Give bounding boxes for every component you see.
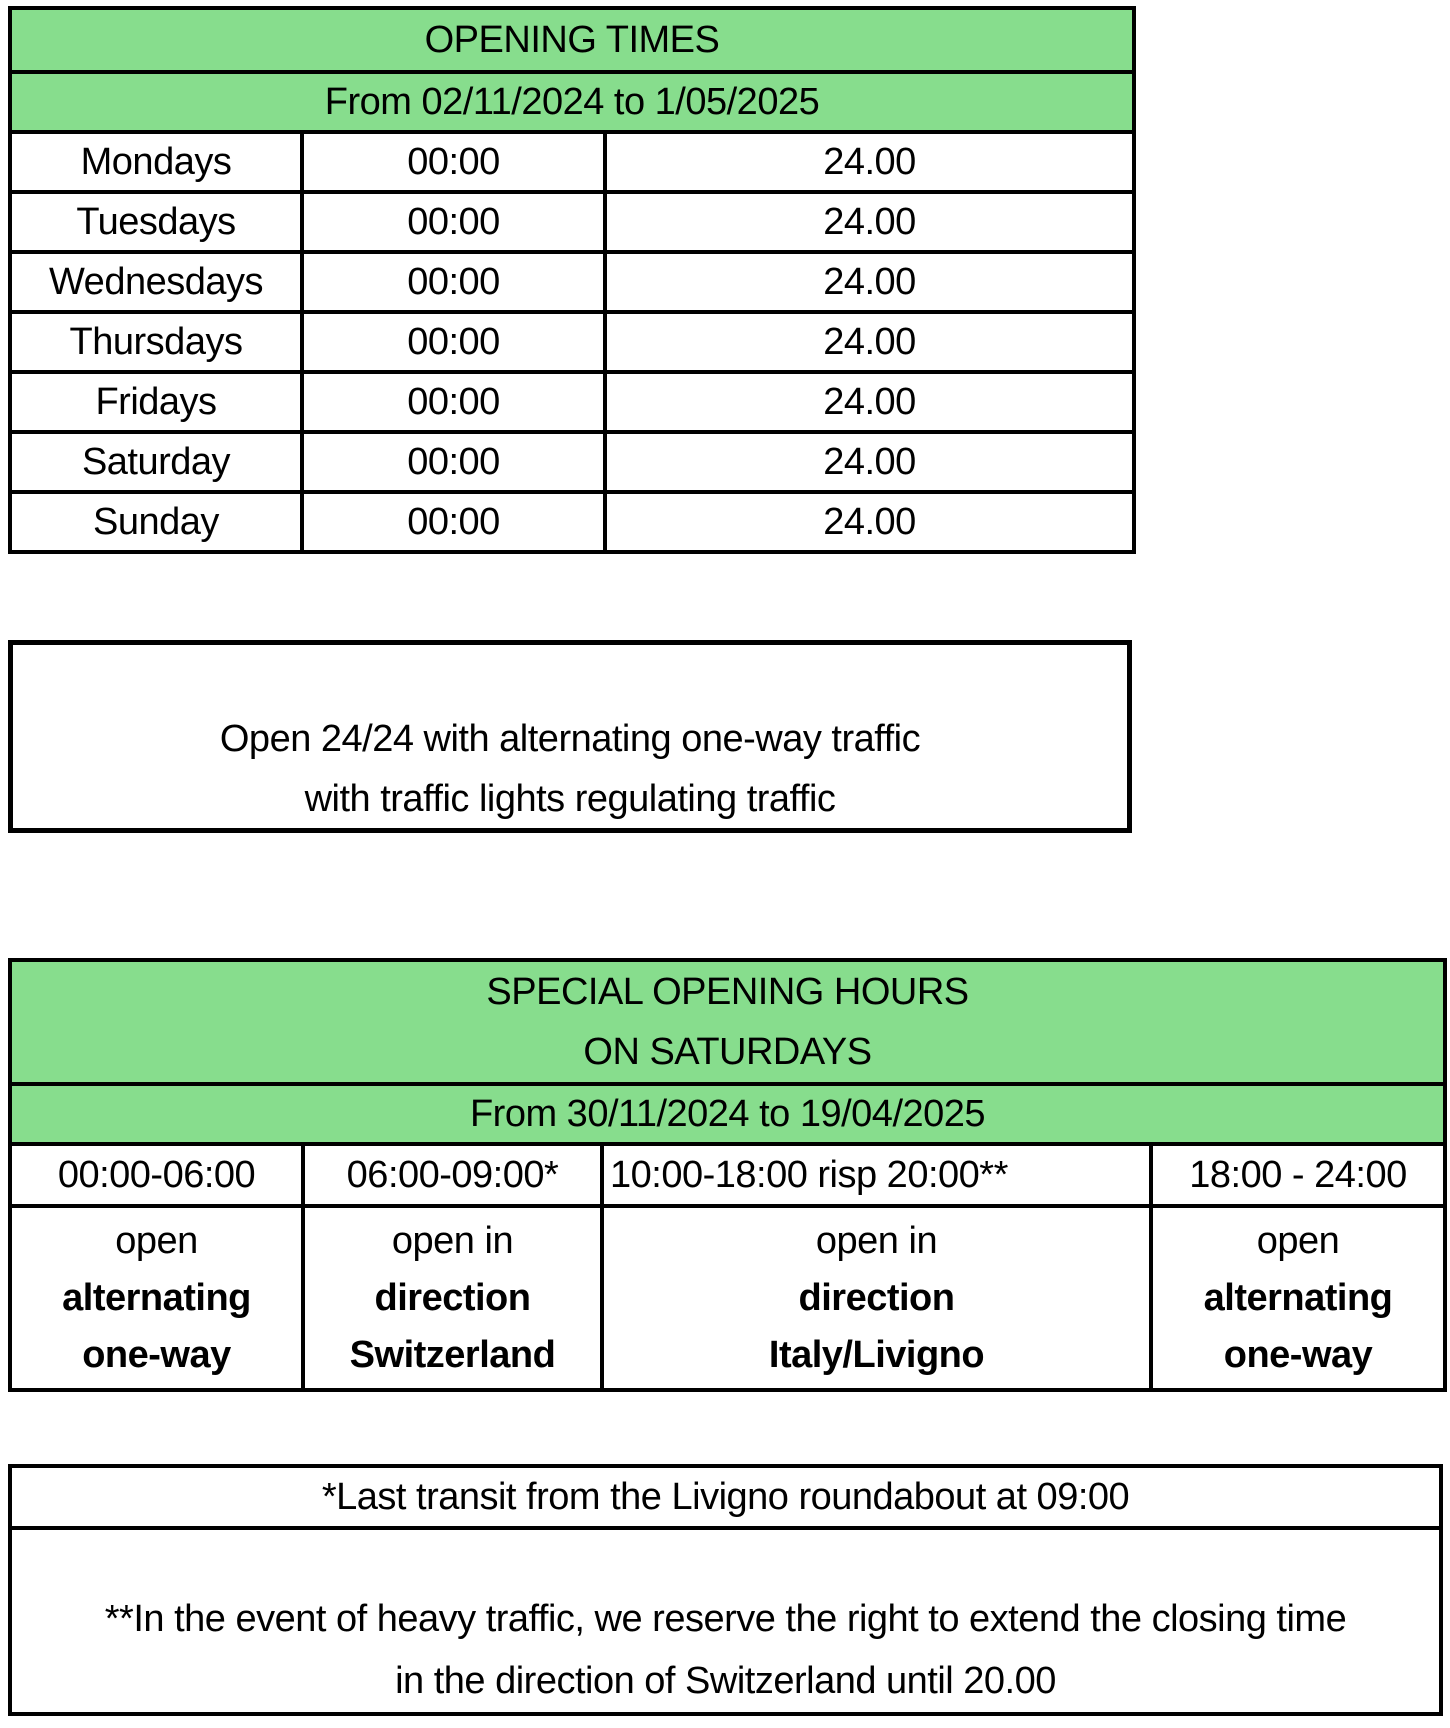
special-hours-title: [10, 960, 1445, 1084]
close-time-cell: 24.00: [605, 132, 1134, 192]
slot-status-row: [10, 1206, 1445, 1390]
footnote-heavy-traffic-line-1: **In the event of heavy traffic, we reserve the right to extend the closing time: [104, 1598, 1347, 1640]
info-line-1: Open 24/24 with alternating one-way traffic: [219, 718, 921, 760]
day-cell: Fridays: [10, 372, 302, 432]
slot-status-line: alternating: [62, 1276, 251, 1319]
special-hours-title-line-2: ON SATURDAYS: [583, 1031, 872, 1073]
slot-status-line: alternating: [1203, 1276, 1393, 1319]
table-row: [10, 312, 1134, 372]
special-hours-title-row: [10, 960, 1445, 1084]
open-time-cell: 00:00: [302, 132, 605, 192]
close-time-cell: 24.00: [605, 372, 1134, 432]
footnotes-table: [8, 1464, 1443, 1716]
special-hours-title-line-1: SPECIAL OPENING HOURS: [486, 971, 969, 1013]
table-row: [10, 192, 1134, 252]
footnote-heavy-traffic: [10, 1528, 1441, 1714]
table-row: [10, 372, 1134, 432]
table-row: [10, 252, 1134, 312]
slot-status-line: one-way: [82, 1333, 231, 1376]
slot-status-line: direction: [798, 1276, 955, 1319]
time-slot-header: 06:00-09:00*: [303, 1144, 602, 1206]
slot-status-line: open: [115, 1219, 198, 1262]
footnote-heavy-traffic-line-2: in the direction of Switzerland until 20.00: [395, 1660, 1056, 1702]
day-cell: Wednesdays: [10, 252, 302, 312]
special-hours-date-range: From 30/11/2024 to 19/04/2025: [10, 1084, 1445, 1144]
traffic-info-box: [8, 640, 1132, 833]
slot-status-cell: [303, 1206, 602, 1390]
opening-times-date-row: [10, 72, 1134, 132]
slot-status-line: open: [1256, 1219, 1340, 1262]
slot-status-line: Switzerland: [349, 1333, 556, 1376]
table-row: [10, 432, 1134, 492]
open-time-cell: 00:00: [302, 372, 605, 432]
close-time-cell: 24.00: [605, 492, 1134, 552]
close-time-cell: 24.00: [605, 432, 1134, 492]
day-cell: Saturday: [10, 432, 302, 492]
table-row: [10, 132, 1134, 192]
slot-status-line: Italy/Livigno: [768, 1333, 985, 1376]
open-time-cell: 00:00: [302, 492, 605, 552]
close-time-cell: 24.00: [605, 312, 1134, 372]
special-hours-date-row: [10, 1084, 1445, 1144]
close-time-cell: 24.00: [605, 252, 1134, 312]
opening-times-table: [8, 6, 1136, 554]
time-slot-header-row: [10, 1144, 1445, 1206]
close-time-cell: 24.00: [605, 192, 1134, 252]
special-hours-table: [8, 958, 1447, 1392]
time-slot-header: 18:00 - 24:00: [1151, 1144, 1445, 1206]
open-time-cell: 00:00: [302, 252, 605, 312]
slot-status-cell: [10, 1206, 303, 1390]
opening-times-date-range: From 02/11/2024 to 1/05/2025: [10, 72, 1134, 132]
day-cell: Tuesdays: [10, 192, 302, 252]
open-time-cell: 00:00: [302, 312, 605, 372]
opening-times-title-row: [10, 8, 1134, 72]
info-line-2: with traffic lights regulating traffic: [304, 778, 836, 820]
footnote-row: [10, 1466, 1441, 1528]
footnote-last-transit: *Last transit from the Livigno roundabout at 09:00: [10, 1466, 1441, 1528]
time-slot-header: 10:00-18:00 risp 20:00**: [602, 1144, 1151, 1206]
slot-status-line: one-way: [1223, 1333, 1373, 1376]
table-row: [10, 492, 1134, 552]
day-cell: Sunday: [10, 492, 302, 552]
day-cell: Mondays: [10, 132, 302, 192]
footnote-row: [10, 1528, 1441, 1714]
time-slot-header: 00:00-06:00: [10, 1144, 303, 1206]
slot-status-line: open in: [815, 1219, 938, 1262]
slot-status-cell: [1151, 1206, 1445, 1390]
slot-status-line: direction: [374, 1276, 531, 1319]
slot-status-cell: [602, 1206, 1151, 1390]
open-time-cell: 00:00: [302, 192, 605, 252]
day-cell: Thursdays: [10, 312, 302, 372]
opening-times-title: OPENING TIMES: [10, 8, 1134, 72]
slot-status-line: open in: [391, 1219, 514, 1262]
open-time-cell: 00:00: [302, 432, 605, 492]
